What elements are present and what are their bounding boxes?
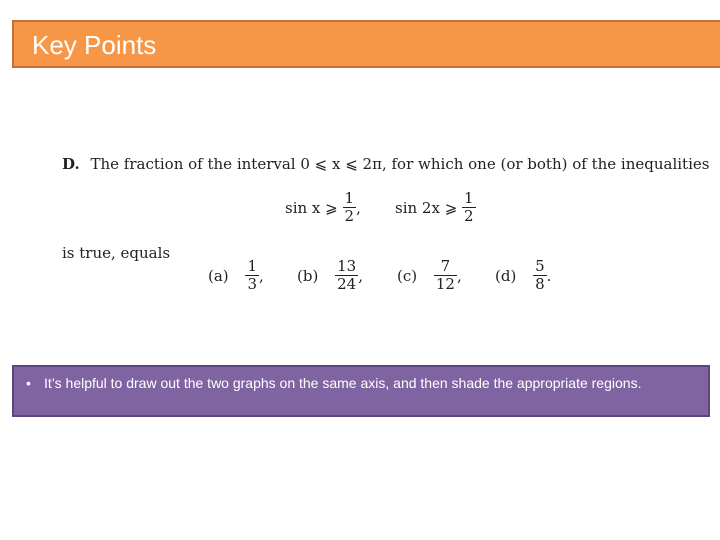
option-c-numerator: 7	[434, 258, 457, 276]
inequality-1-numerator: 1	[344, 189, 355, 207]
option-b-trail: ,	[358, 266, 363, 285]
option-b-denominator: 24	[337, 275, 357, 294]
option-d-tag: (d)	[495, 266, 517, 285]
option-c-trail: ,	[456, 266, 462, 285]
inequality-1-lhs: sin x ⩾	[285, 198, 338, 217]
inequality-2-numerator: 1	[464, 189, 474, 207]
option-b-fraction	[335, 258, 358, 294]
problem-statement-line	[62, 155, 709, 173]
option-b-numerator: 13	[337, 257, 357, 275]
option-a	[208, 258, 276, 294]
slide-title: Key Points	[32, 30, 157, 60]
inequality-2-lhs: sin 2x ⩾	[395, 198, 458, 217]
option-b	[297, 258, 375, 294]
option-d-numerator: 5	[535, 257, 545, 275]
option-c-fraction	[434, 258, 457, 294]
option-c	[397, 258, 474, 294]
key-point-box	[12, 365, 710, 417]
inequality-2-fraction	[462, 190, 476, 226]
inequality-sin-x	[285, 190, 361, 226]
problem-statement: The fraction of the interval 0 ⩽ x ⩽ 2π, for which one (or both) of the inequalities	[90, 155, 710, 173]
key-point-text: It’s helpful to draw out the two graphs on the same axis, and then shade the appropriate regions.	[44, 375, 642, 391]
option-b-tag: (b)	[297, 266, 319, 285]
option-d-denominator: 8	[535, 275, 545, 294]
option-a-numerator: 1	[247, 257, 257, 275]
inequality-1-fraction	[343, 190, 357, 226]
option-d-fraction	[533, 258, 547, 294]
bullet-marker: •	[26, 375, 31, 391]
inequality-1-denominator: 2	[344, 207, 355, 226]
option-d-trail: .	[546, 266, 552, 285]
problem-conclusion: is true, equals	[62, 244, 171, 262]
option-c-tag: (c)	[397, 266, 418, 285]
inequality-sin-2x	[395, 190, 476, 226]
inequality-1-trail: ,	[356, 198, 361, 217]
option-a-trail: ,	[258, 266, 264, 285]
problem-label: D.	[62, 155, 80, 173]
option-a-tag: (a)	[208, 266, 229, 285]
option-a-denominator: 3	[247, 275, 257, 294]
option-c-denominator: 12	[435, 275, 455, 294]
option-a-fraction	[245, 258, 259, 294]
option-d	[495, 258, 563, 294]
inequality-2-denominator: 2	[464, 207, 474, 226]
